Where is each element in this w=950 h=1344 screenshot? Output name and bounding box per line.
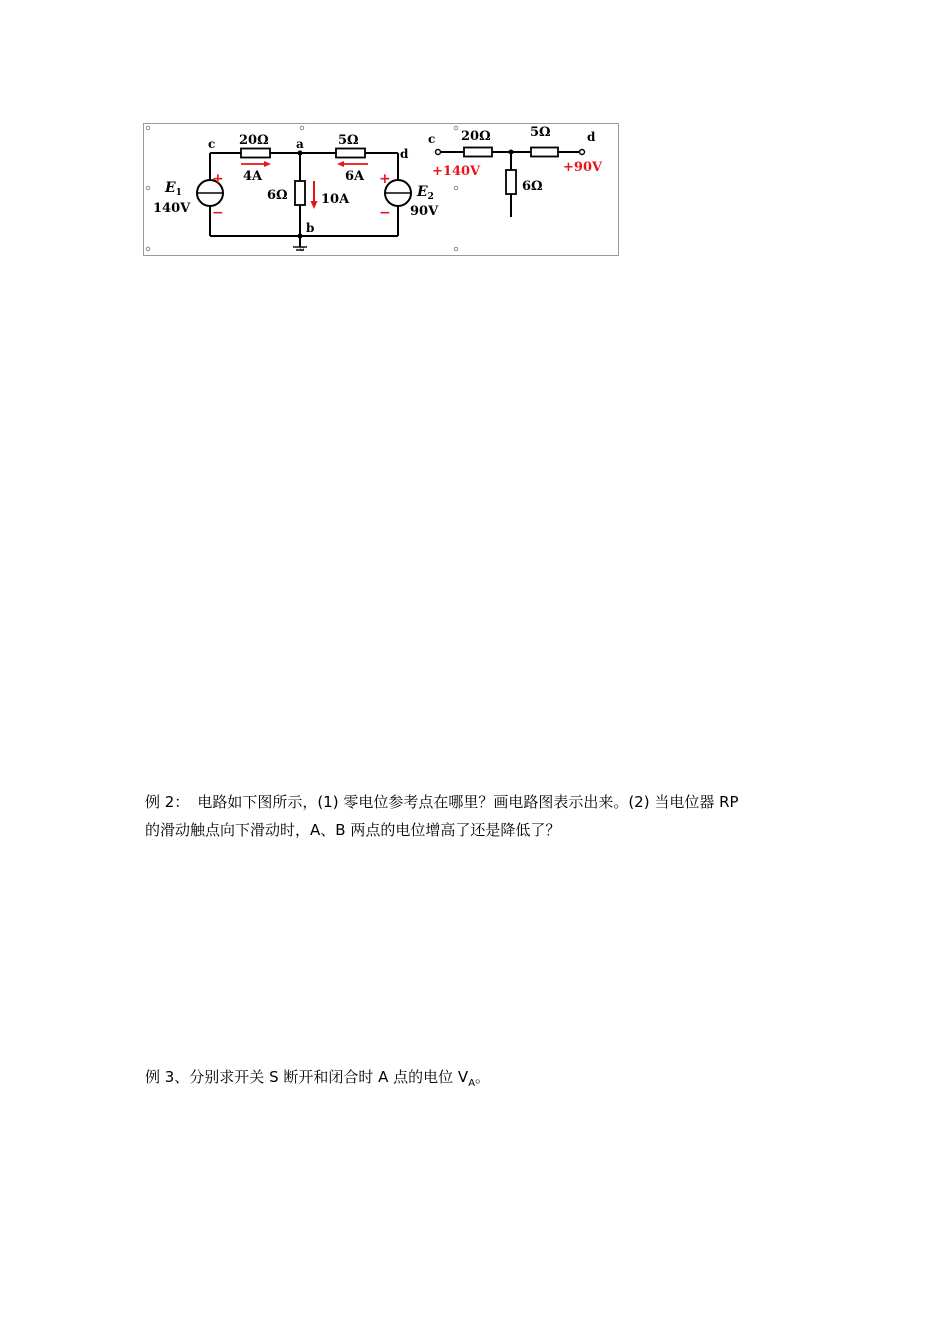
rc-resistor-20ohm	[464, 148, 492, 157]
example3-text: 例 3、分别求开关 S 断开和闭合时 A 点的电位 V	[145, 1068, 469, 1086]
rc-node-d: d	[587, 130, 596, 144]
resistor-5ohm	[336, 149, 365, 158]
e1-name: $E_1$	[165, 180, 182, 198]
e2-minus: −	[379, 205, 391, 221]
example3-subscript: A	[468, 1078, 476, 1089]
terminal-d	[580, 150, 585, 155]
rc-resistor-5ohm	[531, 148, 558, 157]
e2-plus: +	[379, 171, 391, 187]
rc-r3-label: 6Ω	[522, 179, 543, 194]
i2-label: 6A	[345, 169, 365, 184]
e1-minus: −	[212, 205, 224, 221]
example3-question	[145, 1066, 490, 1089]
example2-label: 例 2：	[145, 793, 190, 811]
r3-label: 6Ω	[267, 188, 288, 203]
node-a-label: a	[296, 137, 304, 151]
e1-plus: +	[212, 171, 224, 187]
e2-name: $E_2$	[417, 184, 434, 202]
node-a-dot	[298, 151, 303, 156]
example2-line1	[145, 791, 739, 812]
node-c-label: c	[208, 137, 216, 151]
e2-value: 90V	[410, 204, 439, 219]
rc-r2-label: 5Ω	[530, 125, 551, 140]
example3-end: 。	[475, 1068, 491, 1086]
node-b-dot	[298, 234, 303, 239]
junction-dot	[509, 150, 514, 155]
r2-label: 5Ω	[338, 133, 359, 148]
resistor-20ohm	[241, 149, 270, 158]
node-d-label: d	[400, 147, 409, 161]
i3-label: 10A	[321, 192, 350, 207]
r1-label: 20Ω	[239, 133, 269, 148]
terminal-c	[436, 150, 441, 155]
i1-label: 4A	[243, 169, 263, 184]
resistor-6ohm	[295, 181, 305, 205]
e1-value: 140V	[153, 201, 191, 216]
example2-line2: 的滑动触点向下滑动时，A、B 两点的电位增高了还是降低了？	[145, 821, 561, 839]
rc-r1-label: 20Ω	[461, 129, 491, 144]
rc-node-c: c	[428, 132, 436, 146]
node-b-label: b	[306, 221, 315, 235]
circuit-figure	[143, 123, 619, 256]
rc-vc-label: +140V	[432, 164, 481, 179]
rc-resistor-6ohm	[506, 170, 516, 194]
rc-vd-label: +90V	[563, 160, 603, 175]
example2-question: 电路如下图所示，(1) 零电位参考点在哪里？画电路图表示出来。(2) 当电位器 RP	[197, 793, 739, 811]
